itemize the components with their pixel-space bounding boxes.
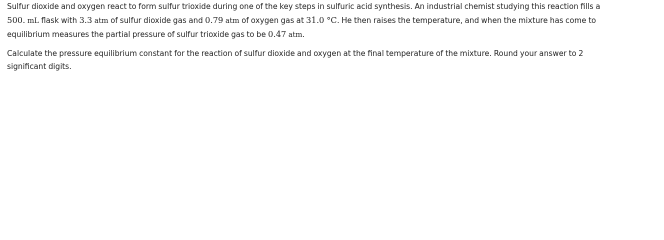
question-line-2: significant digits. <box>7 62 72 72</box>
statement-line-1: Sulfur dioxide and oxygen react to form sulfur trioxide during one of the key steps in sulfuric acid synthesis. An industrial chemist studying this reaction fills a <box>7 2 601 11</box>
problem-statement <box>7 1 658 41</box>
statement-text-e: equilibrium measures the partial pressure of sulfur trioxide gas to be <box>7 29 269 39</box>
o2-pressure: 0.79 <box>205 14 224 25</box>
question-statement <box>7 48 658 74</box>
statement-text-a: flask with <box>38 15 80 25</box>
so3-pressure-unit: atm <box>288 29 303 39</box>
paragraph-gap <box>7 41 658 48</box>
statement-text-f: . <box>302 29 305 39</box>
so2-pressure-unit: atm <box>94 15 109 25</box>
statement-line-3 <box>7 28 658 42</box>
o2-pressure-unit: atm <box>225 15 240 25</box>
so2-pressure: 3.3 <box>79 14 93 25</box>
statement-text-c: of oxygen gas at <box>239 15 307 25</box>
flask-volume-unit: mL <box>27 15 39 25</box>
flask-volume: 500. <box>7 14 26 25</box>
statement-text-d: . He then raises the temperature, and when the mixture has come to <box>336 15 597 25</box>
question-line-1: Calculate the pressure equilibrium constant for the reaction of sulfur dioxide and oxygen at the final temperature of the mixture. Round your answer to 2 <box>7 49 584 59</box>
so3-pressure: 0.47 <box>268 28 287 39</box>
statement-line-2 <box>7 14 658 28</box>
problem-page <box>0 0 664 88</box>
statement-text-b: of sulfur dioxide gas and <box>108 15 206 25</box>
temperature-value: 31.0 °C <box>306 14 337 25</box>
